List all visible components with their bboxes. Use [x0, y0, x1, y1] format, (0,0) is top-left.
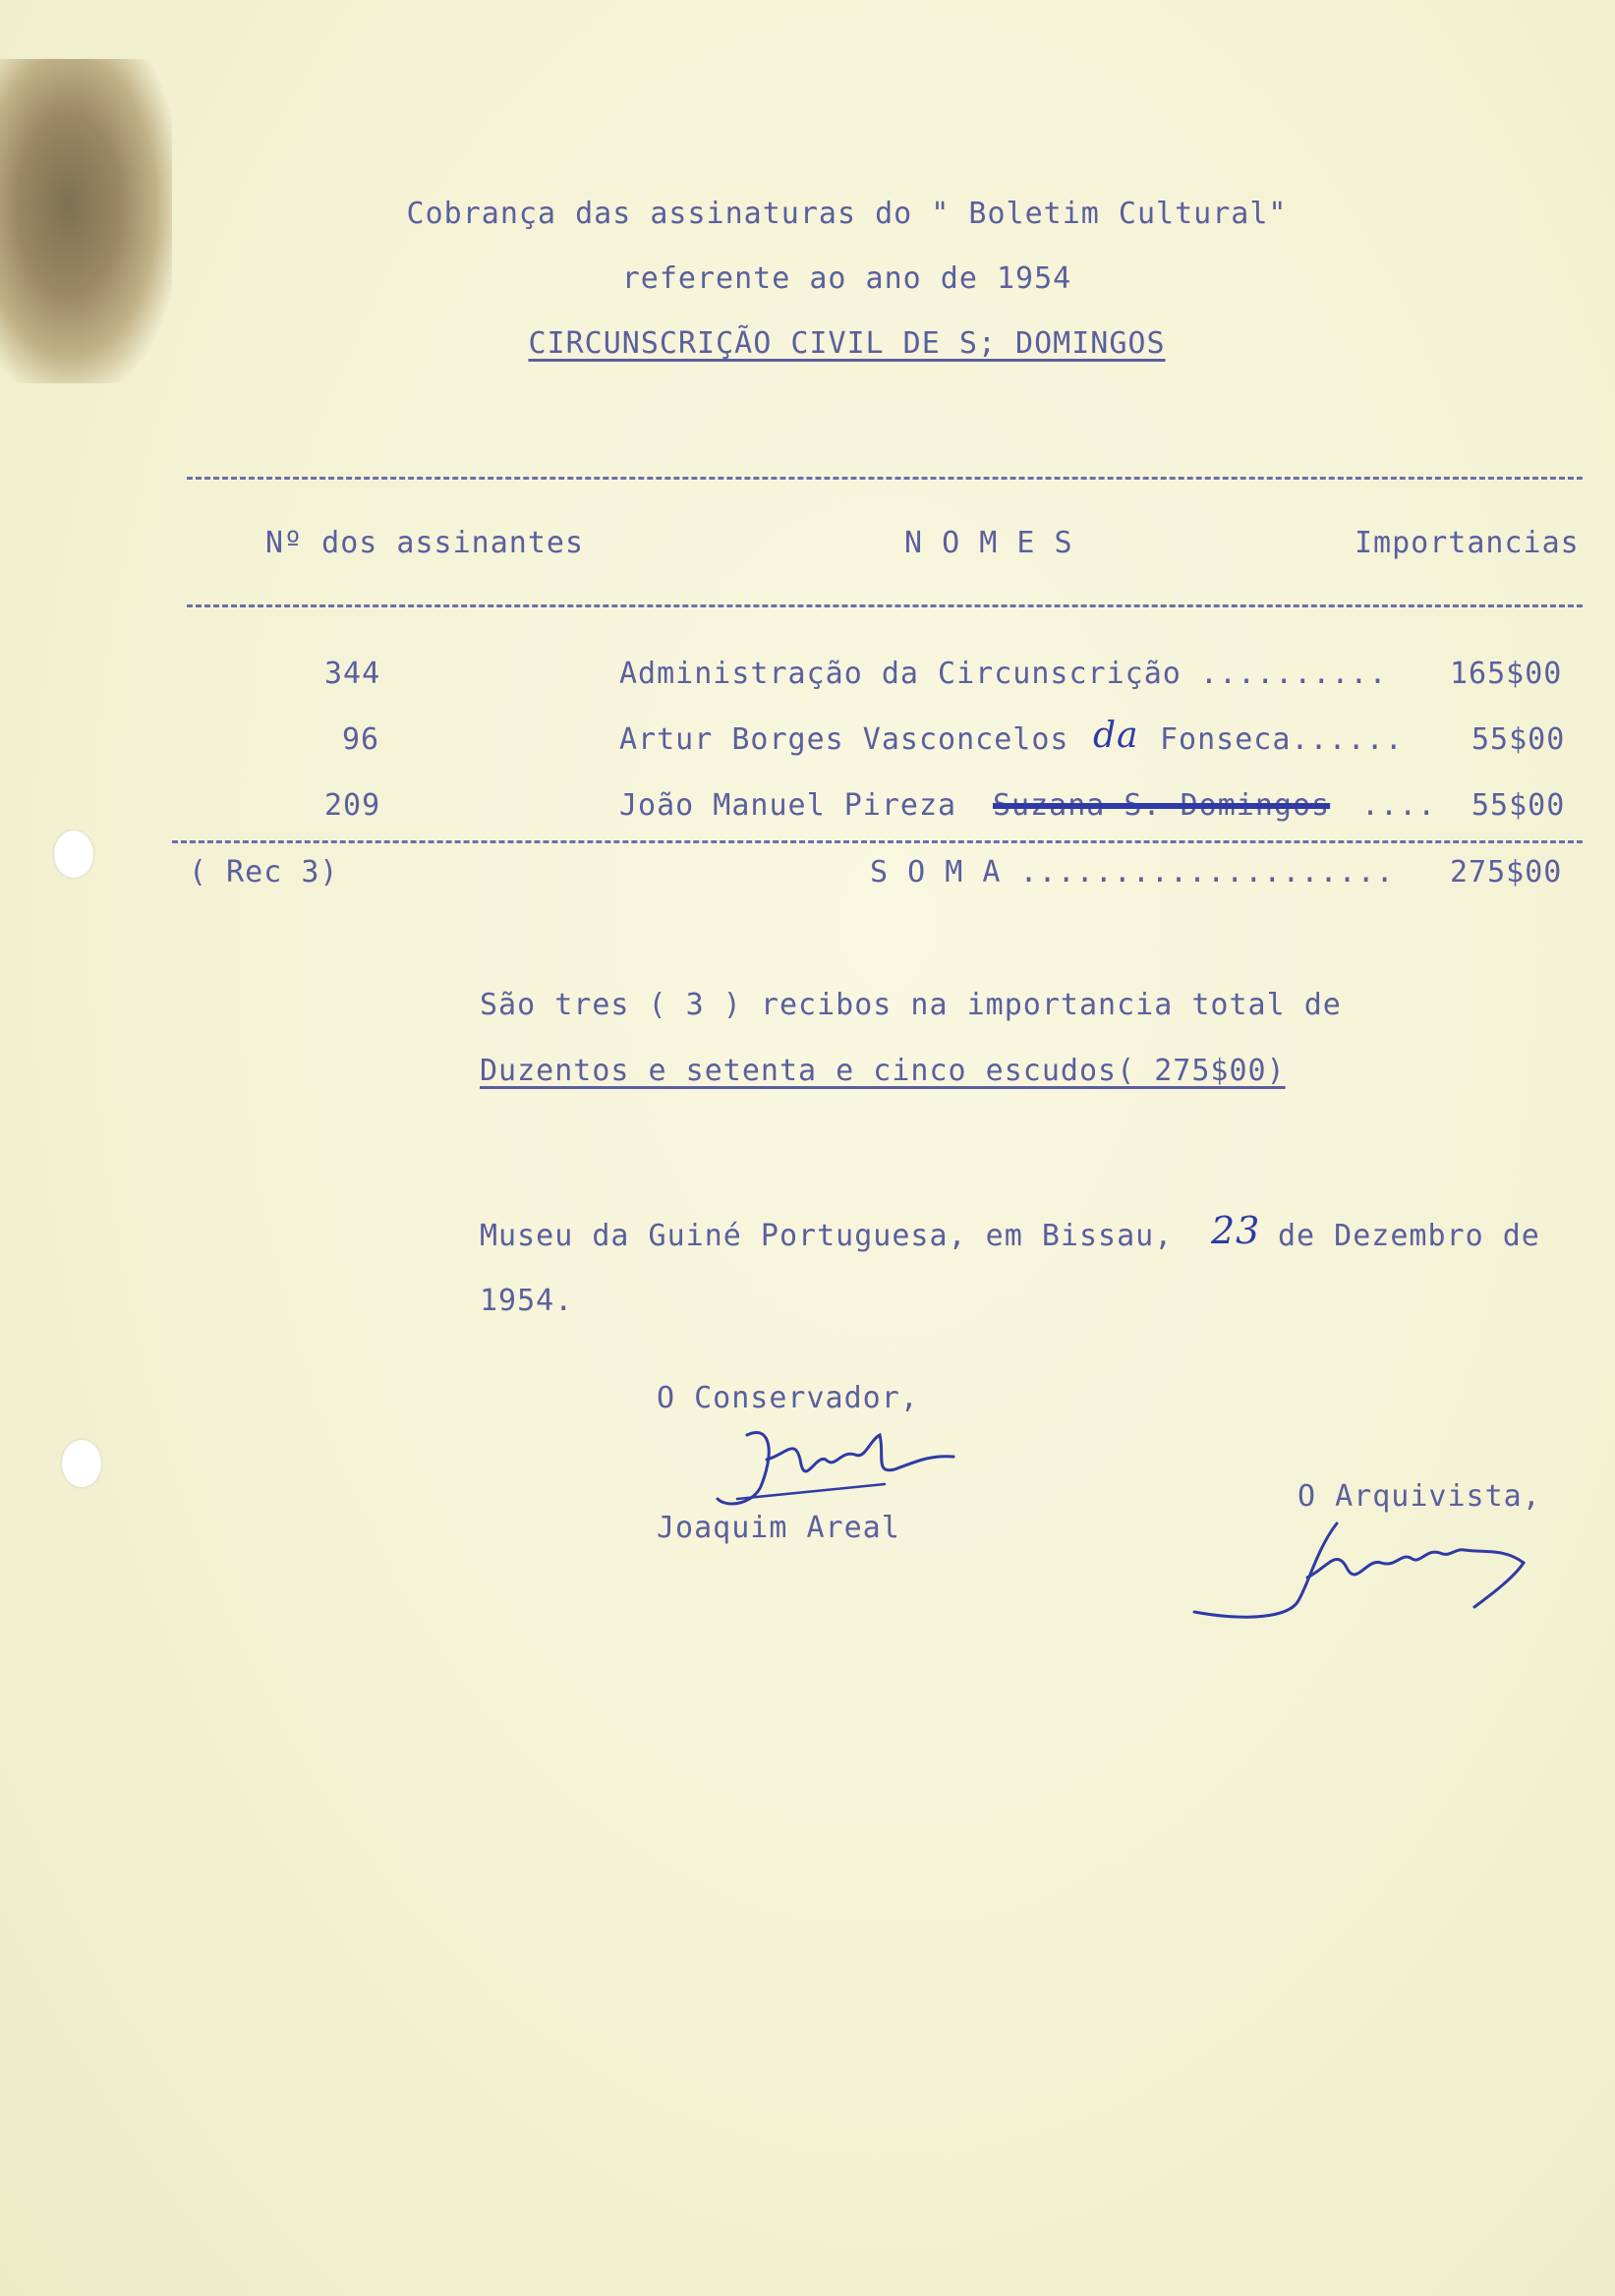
row-name-suffix: Fonseca......	[1160, 722, 1404, 757]
title-line-3: CIRCUNSCRIÇÃO CIVIL DE S; DOMINGOS	[528, 326, 1166, 361]
row-amount: 165$00	[1450, 657, 1563, 691]
row-name-tail: ....	[1361, 788, 1437, 823]
column-header-number: Nº dos assinantes	[265, 526, 585, 560]
row-number: 209	[324, 788, 381, 823]
arquivista-title: O Arquivista,	[1298, 1479, 1541, 1514]
date-day-handwritten: 23	[1211, 1209, 1261, 1252]
row-name: João Manuel Pireza	[619, 788, 957, 823]
table-rule-bottom	[172, 840, 1583, 843]
row-number: 344	[324, 657, 381, 691]
row-name: Administração da Circunscrição ..........	[619, 657, 1388, 691]
row-name-struck: Suzana S. Domingos	[993, 788, 1331, 823]
total-amount: 275$00	[1450, 855, 1563, 890]
arquivista-signature	[1189, 1509, 1563, 1640]
row-name: Artur Borges Vasconcelos	[619, 722, 1069, 757]
total-label: S O M A ....................	[870, 855, 1395, 890]
column-header-amount: Importancias	[1355, 526, 1580, 560]
title-line-2: referente ao ano de 1954	[621, 261, 1072, 296]
table-rule-header	[187, 604, 1583, 607]
conservador-name: Joaquim Areal	[657, 1511, 900, 1545]
summary-line-2: Duzentos e setenta e cinco escudos( 275$00)	[480, 1054, 1286, 1088]
punch-hole-bottom	[62, 1440, 101, 1487]
row-amount: 55$00	[1471, 722, 1566, 757]
summary-line-1: São tres ( 3 ) recibos na importancia total de	[480, 988, 1342, 1022]
place-date-line-1: Museu da Guiné Portuguesa, em Bissau,	[480, 1219, 1174, 1253]
row-amount: 55$00	[1471, 788, 1566, 823]
title-line-1: Cobrança das assinaturas do " Boletim Cultural"	[406, 197, 1288, 231]
column-header-names: N O M E S	[904, 526, 1073, 560]
place-date-line-2: 1954.	[480, 1284, 574, 1318]
table-rule-top	[187, 477, 1583, 480]
punch-hole-top	[54, 831, 93, 878]
place-date-line-1-end: de Dezembro de	[1278, 1219, 1540, 1253]
conservador-title: O Conservador,	[657, 1381, 919, 1415]
row-number: 96	[342, 722, 380, 757]
receipt-count: ( Rec 3)	[189, 855, 339, 890]
row-name-handwritten: da	[1093, 716, 1139, 756]
